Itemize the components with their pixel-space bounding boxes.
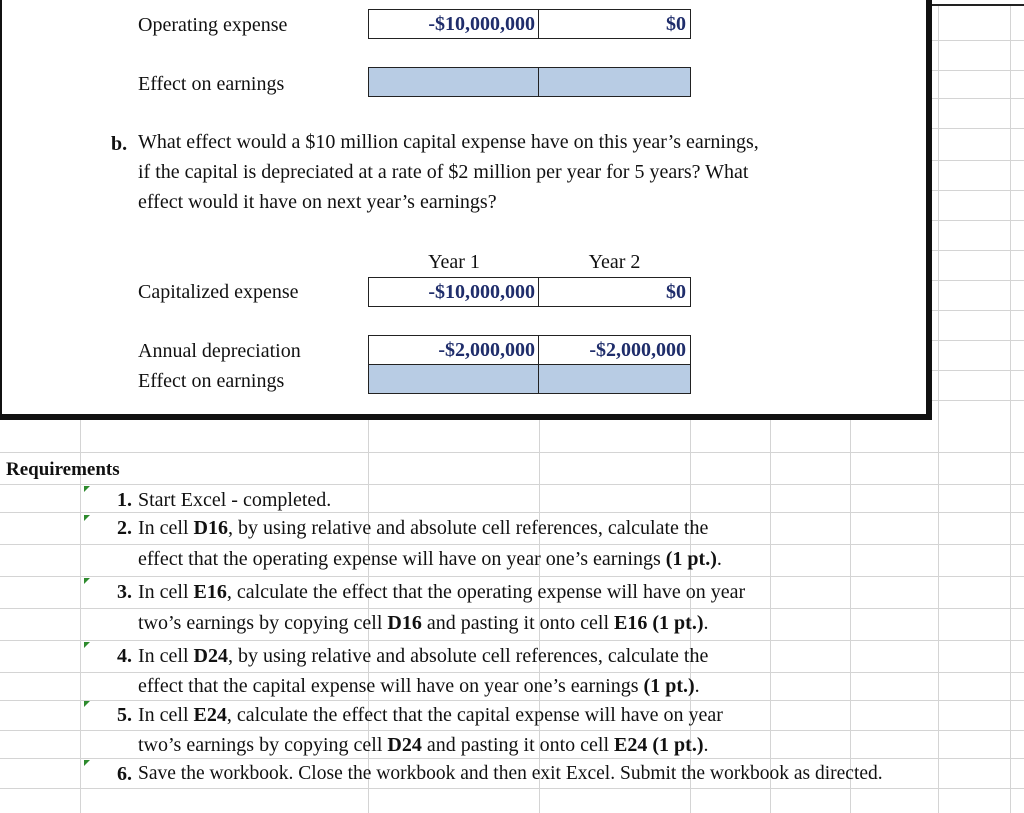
effect-on-earnings-year1-cell-b[interactable]	[368, 364, 540, 394]
year2-header: Year 2	[588, 251, 641, 273]
comment-flag-icon	[84, 578, 90, 584]
req-2-line1: In cell D16, by using relative and absolute cell references, calculate the	[138, 517, 709, 539]
operating-expense-year2-cell[interactable]: $0	[538, 9, 691, 39]
req-number-6: 6.	[117, 763, 132, 785]
annual-depreciation-label: Annual depreciation	[138, 340, 301, 362]
req-number-5: 5.	[117, 704, 132, 726]
req-5-line2: two’s earnings by copying cell D24 and pasting it onto cell E24 (1 pt.).	[138, 734, 709, 756]
req-3-line2: two’s earnings by copying cell D16 and pasting it onto cell E16 (1 pt.).	[138, 612, 709, 634]
req-5-line1: In cell E24, calculate the effect that the capital expense will have on year	[138, 704, 723, 726]
req-6-line: Save the workbook. Close the workbook and then exit Excel. Submit the workbook as directed.	[138, 763, 883, 784]
comment-flag-icon	[84, 515, 90, 521]
effect-on-earnings-label-b: Effect on earnings	[138, 370, 285, 392]
req-4-line2: effect that the capital expense will have on year one’s earnings (1 pt.).	[138, 675, 700, 697]
operating-expense-label: Operating expense	[138, 14, 288, 36]
effect-on-earnings-year2-cell-a[interactable]	[538, 67, 691, 97]
question-b-line2: if the capital is depreciated at a rate of $2 million per year for 5 years? What	[138, 161, 749, 183]
req-number-1: 1.	[117, 489, 132, 511]
capitalized-expense-year2-cell[interactable]: $0	[538, 277, 691, 307]
req-number-3: 3.	[117, 581, 132, 603]
question-b-line3: effect would it have on next year’s earnings?	[138, 191, 497, 213]
question-b-letter: b.	[111, 133, 128, 155]
req-2-line2: effect that the operating expense will have on year one’s earnings (1 pt.).	[138, 548, 722, 570]
requirements-title: Requirements	[6, 459, 120, 480]
question-b-line1: What effect would a $10 million capital expense have on this year’s earnings,	[138, 131, 759, 153]
comment-flag-icon	[84, 760, 90, 766]
year1-header: Year 1	[428, 251, 480, 273]
req-1-line: Start Excel - completed.	[138, 489, 332, 511]
req-number-2: 2.	[117, 517, 132, 539]
capitalized-expense-year1-cell[interactable]: -$10,000,000	[368, 277, 540, 307]
annual-depreciation-year1-cell[interactable]: -$2,000,000	[368, 335, 540, 365]
operating-expense-year1-cell[interactable]: -$10,000,000	[368, 9, 540, 39]
req-4-line1: In cell D24, by using relative and absolute cell references, calculate the	[138, 645, 709, 667]
capitalized-expense-label: Capitalized expense	[138, 281, 299, 303]
effect-on-earnings-label-a: Effect on earnings	[138, 73, 285, 95]
annual-depreciation-year2-cell[interactable]: -$2,000,000	[538, 335, 691, 365]
effect-on-earnings-year1-cell-a[interactable]	[368, 67, 540, 97]
req-3-line1: In cell E16, calculate the effect that the operating expense will have on year	[138, 581, 746, 603]
comment-flag-icon	[84, 486, 90, 492]
effect-on-earnings-year2-cell-b[interactable]	[538, 364, 691, 394]
req-number-4: 4.	[117, 645, 132, 667]
comment-flag-icon	[84, 642, 90, 648]
comment-flag-icon	[84, 701, 90, 707]
